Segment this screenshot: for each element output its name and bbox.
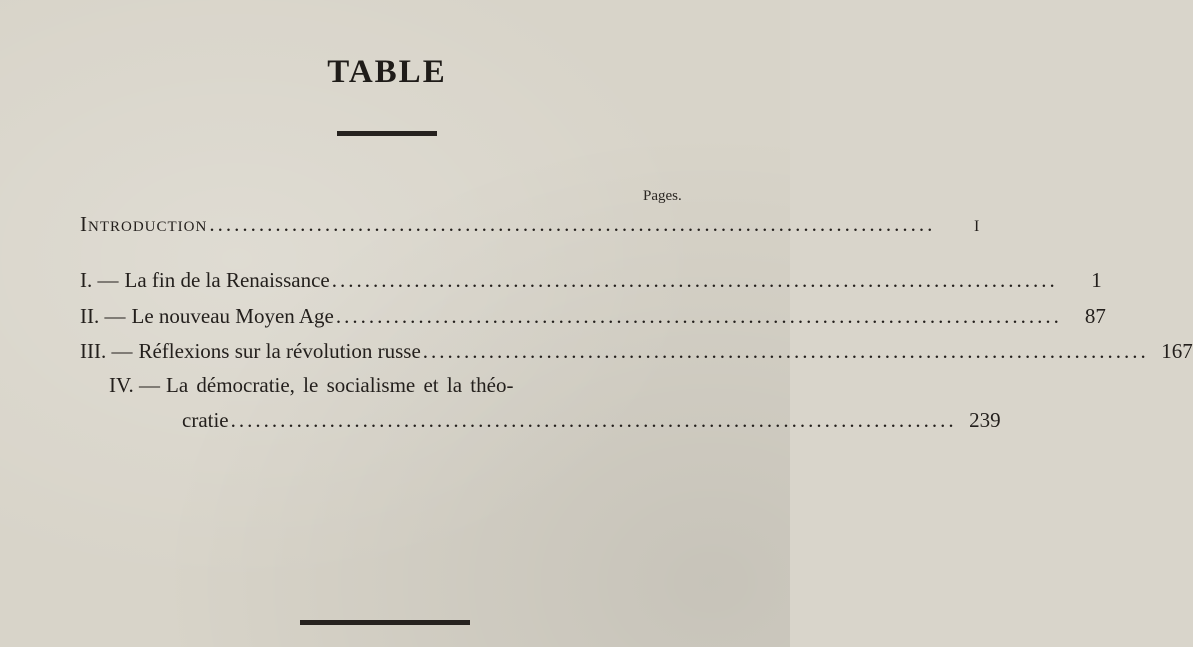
- toc-entry-title: Introduction: [80, 212, 208, 236]
- title-rule: [337, 131, 437, 136]
- toc-entry-introduction: [80, 212, 980, 242]
- toc-leader-dots: ........................................................................................: [335, 304, 1062, 328]
- toc-leader-dots: ........................................................................................: [230, 408, 957, 432]
- toc-entry-number: II. —: [80, 304, 126, 328]
- toc-entry-1: [80, 268, 1102, 298]
- toc-entry-number: IV. —: [109, 373, 160, 397]
- toc-entry-title: Réflexions sur la révolution russe: [138, 339, 421, 363]
- toc-entry-page: 1: [1091, 268, 1102, 292]
- pages-column-label: Pages.: [643, 188, 682, 204]
- toc-entry-title: La fin de la Renaissance: [124, 268, 330, 292]
- toc-entry-title: Le nouveau Moyen Age: [131, 304, 334, 328]
- toc-entry-page: I: [974, 218, 980, 235]
- toc-entry-2: [80, 304, 1106, 334]
- toc-leader-dots: ........................................................................................: [209, 212, 936, 236]
- toc-entry-number: I. —: [80, 268, 119, 292]
- toc-entry-4: [80, 373, 698, 403]
- toc-leader-dots: ........................................................................................: [331, 268, 1058, 292]
- page-title: TABLE: [327, 54, 447, 90]
- toc-leader-dots: ........................................................................................: [422, 339, 1149, 363]
- toc-entry-title: La démocratie, le socialisme et la théo-: [166, 373, 514, 397]
- toc-entry-page: 87: [1084, 304, 1106, 328]
- toc-entry-3: [80, 339, 1193, 369]
- toc-entry-number: III. —: [80, 339, 133, 363]
- toc-entry-4-continued: [182, 408, 1001, 438]
- toc-entry-title-continued: cratie: [182, 408, 229, 432]
- bottom-rule: [300, 620, 470, 625]
- toc-entry-page: 239: [969, 408, 1001, 432]
- toc-entry-page: 167: [1161, 339, 1193, 363]
